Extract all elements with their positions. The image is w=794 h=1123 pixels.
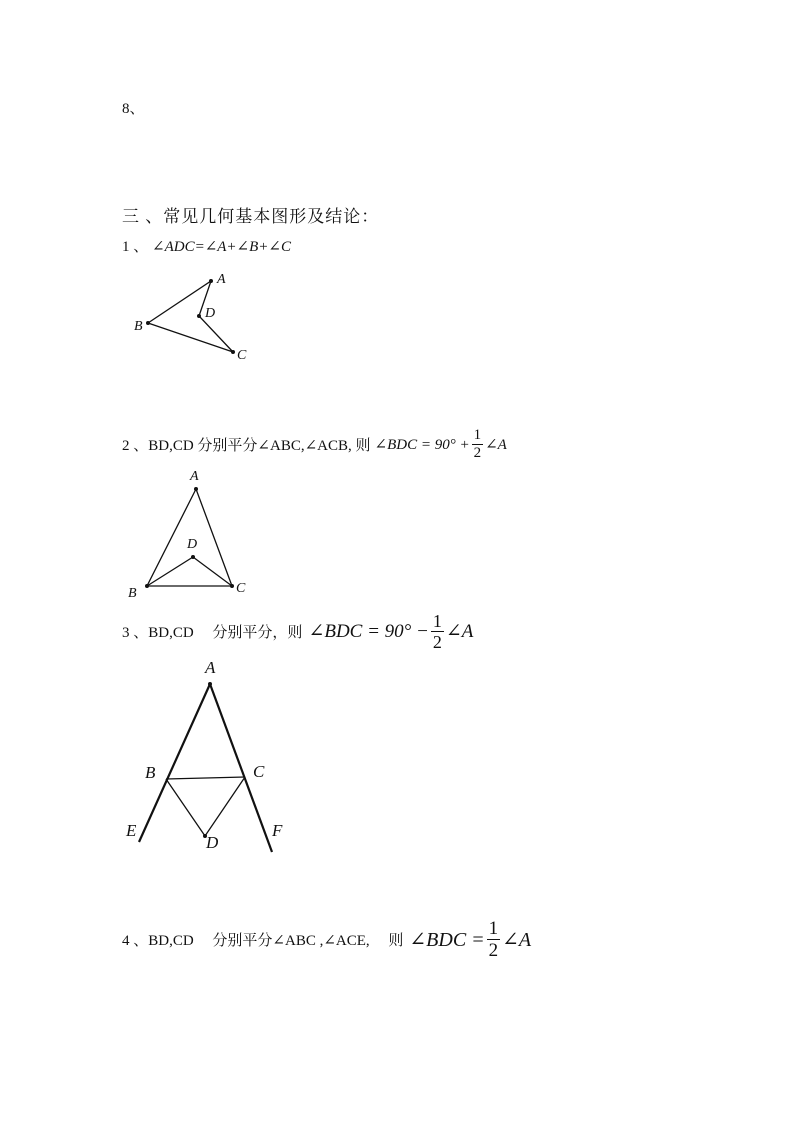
result-3-lhs: ∠BDC = 90° −	[308, 620, 429, 642]
figure-2-label-b: B	[128, 586, 137, 601]
figure-2-label-c: C	[236, 581, 246, 596]
figure-3-label-f: F	[272, 821, 283, 840]
result-2-lhs: ∠BDC = 90° +	[374, 436, 470, 453]
result-4-lhs: ∠BDC =	[409, 928, 485, 951]
figure-3-label-b: B	[145, 763, 156, 782]
result-4-line	[122, 916, 531, 962]
result-3-numerator: 1	[432, 610, 442, 631]
figure-3-label-d: D	[206, 833, 219, 852]
figure-3-vertex-a	[208, 682, 212, 686]
result-4-rhs: ∠A	[502, 928, 532, 951]
figure-3-segment-bc	[166, 777, 245, 779]
item-8-label: 8、	[122, 101, 145, 117]
figure-2-label-a: A	[190, 469, 199, 484]
result-3-prefix: 3 、BD,CD 分别平分，则	[122, 624, 303, 641]
result-4-prefix: 4 、BD,CD 分别平分∠ABC ,∠ACE, 则	[122, 932, 404, 949]
result-4-denominator: 2	[488, 939, 499, 961]
section-heading: 三 、常见几何基本图形及结论：	[122, 207, 380, 226]
figure-1-label-b: B	[134, 319, 143, 334]
figure-1-label-c: C	[237, 348, 247, 363]
figure-3-bisectors	[166, 777, 245, 836]
result-4-fraction	[487, 919, 501, 960]
result-4-numerator: 1	[488, 917, 499, 939]
result-2-denominator: 2	[473, 444, 482, 461]
result-2-numerator: 1	[473, 426, 482, 443]
result-2-prefix: 2 、BD,CD 分别平分∠ABC,∠ACB, 则	[122, 437, 371, 454]
figure-3-label-e: E	[126, 821, 137, 840]
figure-1-label-a: A	[217, 272, 226, 287]
result-3-rhs: ∠A	[445, 620, 474, 642]
result-1-prefix: 1 、	[122, 239, 149, 255]
result-3-denominator: 2	[432, 631, 442, 652]
result-1-formula: ∠ADC=∠A+∠B+∠C	[152, 239, 291, 255]
figure-2-label-d: D	[187, 537, 198, 552]
figure-3-label-c: C	[253, 762, 265, 781]
figure-1-label-d: D	[205, 306, 216, 321]
result-2-rhs: ∠A	[485, 436, 507, 453]
figure-3-label-a: A	[205, 658, 216, 677]
